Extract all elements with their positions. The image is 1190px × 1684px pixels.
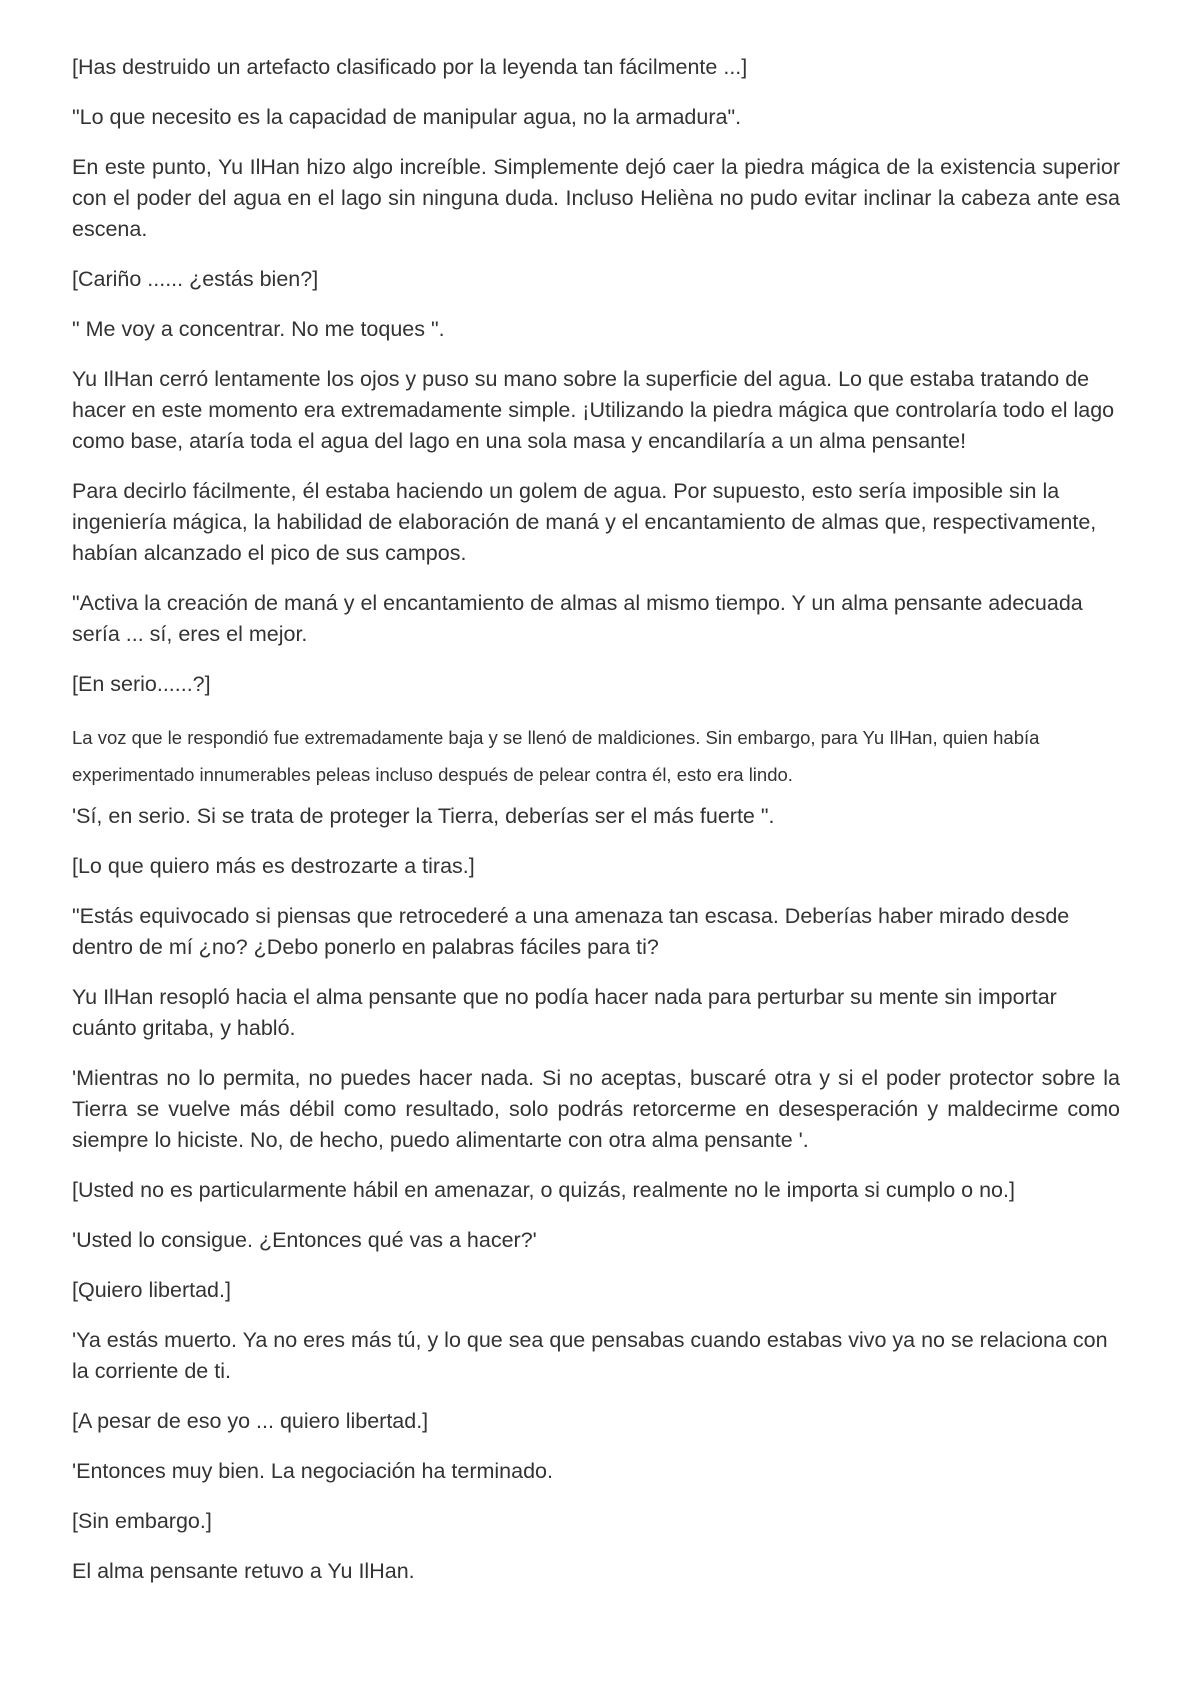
paragraph-22: [Sin embargo.] <box>72 1509 212 1533</box>
paragraph-8: "Activa la creación de maná y el encantamiento de almas al mismo tiempo. Y un alma pensante adecuada sería ... sí, eres el mejor. <box>72 591 1083 646</box>
paragraph-3: En este punto, Yu IlHan hizo algo increíble. Simplemente dejó caer la piedra mágica de la existencia superior con el poder del agua en el lago sin ninguna duda. Incluso Helièna no pudo evitar inclinar la cabeza ante esa escena. <box>72 155 1120 241</box>
paragraph-16: [Usted no es particularmente hábil en amenazar, o quizás, realmente no le importa si cumplo o no.] <box>72 1178 1015 1202</box>
paragraph-5: " Me voy a concentrar. No me toques ". <box>72 317 445 341</box>
paragraph-14: Yu IlHan resopló hacia el alma pensante que no podía hacer nada para perturbar su mente sin importar cuánto gritaba, y habló. <box>72 985 1057 1040</box>
paragraph-21: 'Entonces muy bien. La negociación ha terminado. <box>72 1459 553 1483</box>
paragraph-6: Yu IlHan cerró lentamente los ojos y puso su mano sobre la superficie del agua. Lo que estaba tratando de hacer en este momento era extremadamente simple. ¡Utilizando la piedra mágica que controlaría todo el lago como base, ataría toda el agua del lago en una sola masa y encandilaría a un alma pensante! <box>72 367 1115 453</box>
paragraph-17: 'Usted lo consigue. ¿Entonces qué vas a hacer?' <box>72 1228 537 1252</box>
paragraph-4: [Cariño ...... ¿estás bien?] <box>72 267 319 291</box>
paragraph-2: "Lo que necesito es la capacidad de manipular agua, no la armadura". <box>72 105 742 129</box>
paragraph-12: [Lo que quiero más es destrozarte a tiras.] <box>72 854 475 878</box>
paragraph-20: [A pesar de eso yo ... quiero libertad.] <box>72 1409 429 1433</box>
paragraph-13: "Estás equivocado si piensas que retrocederé a una amenaza tan escasa. Deberías haber mirado desde dentro de mí ¿no? ¿Debo ponerlo en palabras fáciles para ti? <box>72 904 1070 959</box>
paragraph-15: 'Mientras no lo permita, no puedes hacer nada. Si no aceptas, buscaré otra y si el poder protector sobre la Tierra se vuelve más débil como resultado, solo podrás retorcerme en desesperación y maldecirme como siempre lo hiciste. No, de hecho, puedo alimentarte con otra alma pensante '. <box>72 1066 1120 1152</box>
paragraph-18: [Quiero libertad.] <box>72 1278 231 1302</box>
paragraph-7: Para decirlo fácilmente, él estaba haciendo un golem de agua. Por supuesto, esto sería imposible sin la ingeniería mágica, la habilidad de elaboración de maná y el encantamiento de almas que, respectivamente, habían alcanzado el pico de sus campos. <box>72 479 1097 565</box>
paragraph-1: [Has destruido un artefacto clasificado por la leyenda tan fácilmente ...] <box>72 55 748 79</box>
paragraph-9: [En serio......?] <box>72 672 211 696</box>
paragraph-19: 'Ya estás muerto. Ya no eres más tú, y lo que sea que pensabas cuando estabas vivo ya no se relaciona con la corriente de ti. <box>72 1328 1108 1383</box>
paragraph-10: La voz que le respondió fue extremadamente baja y se llenó de maldiciones. Sin embargo, para Yu IlHan, quien había experimentado innumerables peleas incluso después de pelear contra él, esto era lindo. <box>72 727 1040 785</box>
paragraph-23: El alma pensante retuvo a Yu IlHan. <box>72 1559 415 1583</box>
paragraph-11: 'Sí, en serio. Si se trata de proteger la Tierra, deberías ser el más fuerte ". <box>72 804 775 828</box>
document-page <box>72 52 1120 1606</box>
